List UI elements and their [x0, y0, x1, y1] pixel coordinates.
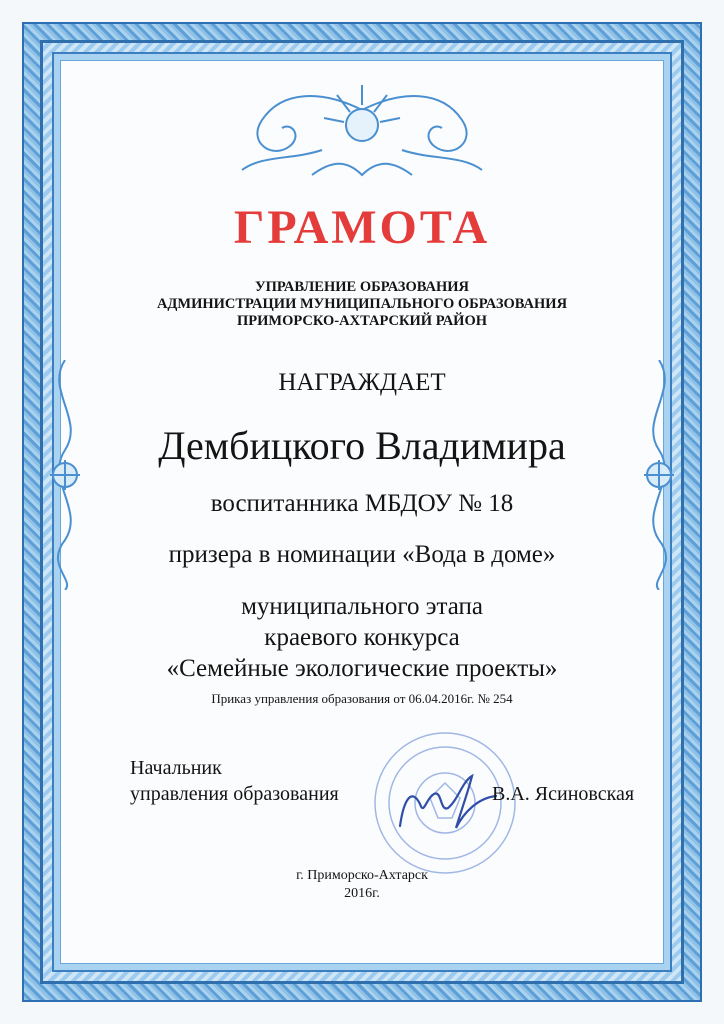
issuer-line-1: УПРАВЛЕНИЕ ОБРАЗОВАНИЯ [254, 279, 469, 295]
signatory-position-line-2: управления образования [130, 783, 339, 805]
contest-line-1: муниципального этапа [241, 593, 483, 620]
awards-word: НАГРАЖДАЕТ [278, 369, 446, 396]
contest-line-3: «Семейные экологические проекты» [166, 655, 558, 682]
signatory-position-line-1: Начальник [130, 757, 222, 779]
top-ornament-icon [202, 80, 522, 190]
issue-city: г. Приморско-Ахтарск [296, 868, 428, 883]
recipient-role: воспитанника МБДОУ № 18 [210, 490, 514, 517]
recipient-name: Дембицкого Владимира [158, 423, 566, 468]
order-reference: Приказ управления образования от 06.04.2016г. № 254 [211, 691, 513, 706]
handwritten-signature-icon [392, 768, 502, 838]
achievement-text: призера в номинации «Вода в доме» [168, 541, 556, 568]
signatory-name: В.А. Ясиновская [492, 783, 635, 805]
issuer-line-3: ПРИМОРСКО-АХТАРСКИЙ РАЙОН [236, 313, 488, 329]
certificate-title: ГРАМОТА [233, 201, 491, 254]
issuer-line-2: АДМИНИСТРАЦИИ МУНИЦИПАЛЬНОГО ОБРАЗОВАНИЯ [156, 296, 568, 312]
issue-year: 2016г. [344, 886, 380, 901]
contest-line-2: краевого конкурса [264, 624, 460, 651]
